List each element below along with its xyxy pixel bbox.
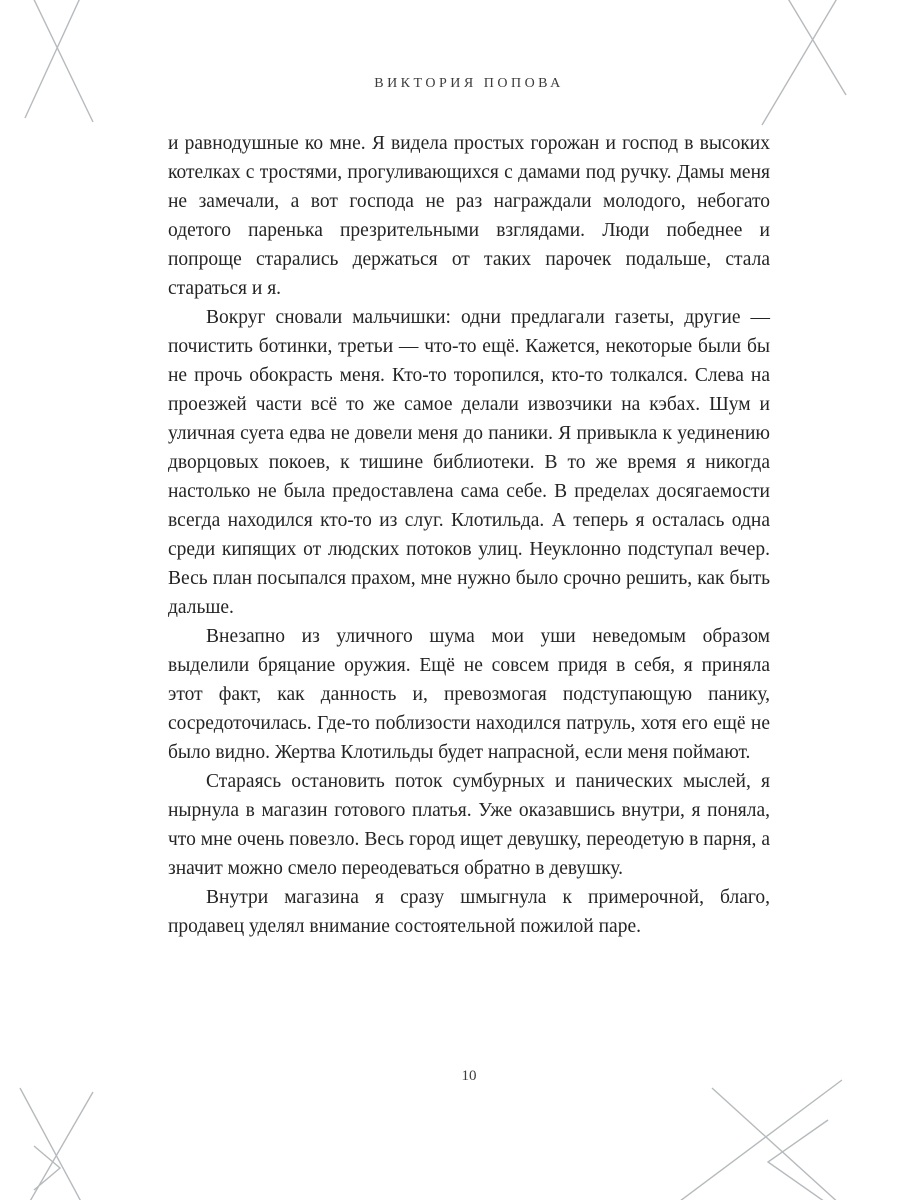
body-text: [168, 129, 770, 941]
paragraph: и равнодушные ко мне. Я видела простых горожан и господ в высоких котелках с тростями, прогуливающихся с дамами под ручку. Дамы меня не замечали, а вот господа не раз награждали молодого, небогато одетого паренька презрительными взглядами. Люди победнее и попроще старались держаться от таких парочек подальше, стала стараться и я.: [168, 133, 770, 299]
page-number: 10: [461, 1068, 477, 1084]
corner-ornament-bottom-left: [18, 1088, 93, 1200]
corner-ornament-top-right: [762, 0, 848, 125]
paragraph: Стараясь остановить поток сумбурных и панических мыслей, я нырнула в магазин готового платья. Уже оказавшись внутри, я поняла, что мне очень повезло. Весь город ищет девушку, переодетую в парня, а значит можно смело переодеваться обратно в девушку.: [168, 771, 770, 879]
paragraph: Внезапно из уличного шума мои уши неведомым образом выделили бряцание оружия. Ещё не совсем придя в себя, я приняла этот факт, как данность и, превозмогая подступающую панику, сосредоточилась. Где-то поблизости находился патруль, хотя его ещё не было видно. Жертва Клотильды будет напрасной, если меня поймают.: [168, 626, 770, 763]
corner-ornament-bottom-right: [668, 1080, 852, 1200]
paragraph: Вокруг сновали мальчишки: одни предлагали газеты, другие — почистить ботинки, третьи — что-то ещё. Кажется, некоторые были бы не прочь обокрасть меня. Кто-то торопился, кто-то толкался. Слева на проезжей части всё то же самое делали извозчики на кэбах. Шум и уличная суета едва не довели меня до паники. Я привыкла к уединению дворцовых покоев, к тишине библиотеки. В то же время я никогда настолько не была предоставлена сама себе. В пределах досягаемости всегда находился кто-то из слуг. Клотильда. А теперь я осталась одна среди кипящих от людских потоков улиц. Неуклонно подступал вечер. Весь план посыпался прахом, мне нужно было срочно решить, как быть дальше.: [168, 307, 770, 618]
paragraph: Внутри магазина я сразу шмыгнула к примерочной, благо, продавец уделял внимание состоятельной пожилой паре.: [168, 887, 770, 937]
running-header: ВИКТОРИЯ ПОПОВА: [374, 76, 564, 91]
corner-ornament-top-left: [25, 0, 93, 122]
